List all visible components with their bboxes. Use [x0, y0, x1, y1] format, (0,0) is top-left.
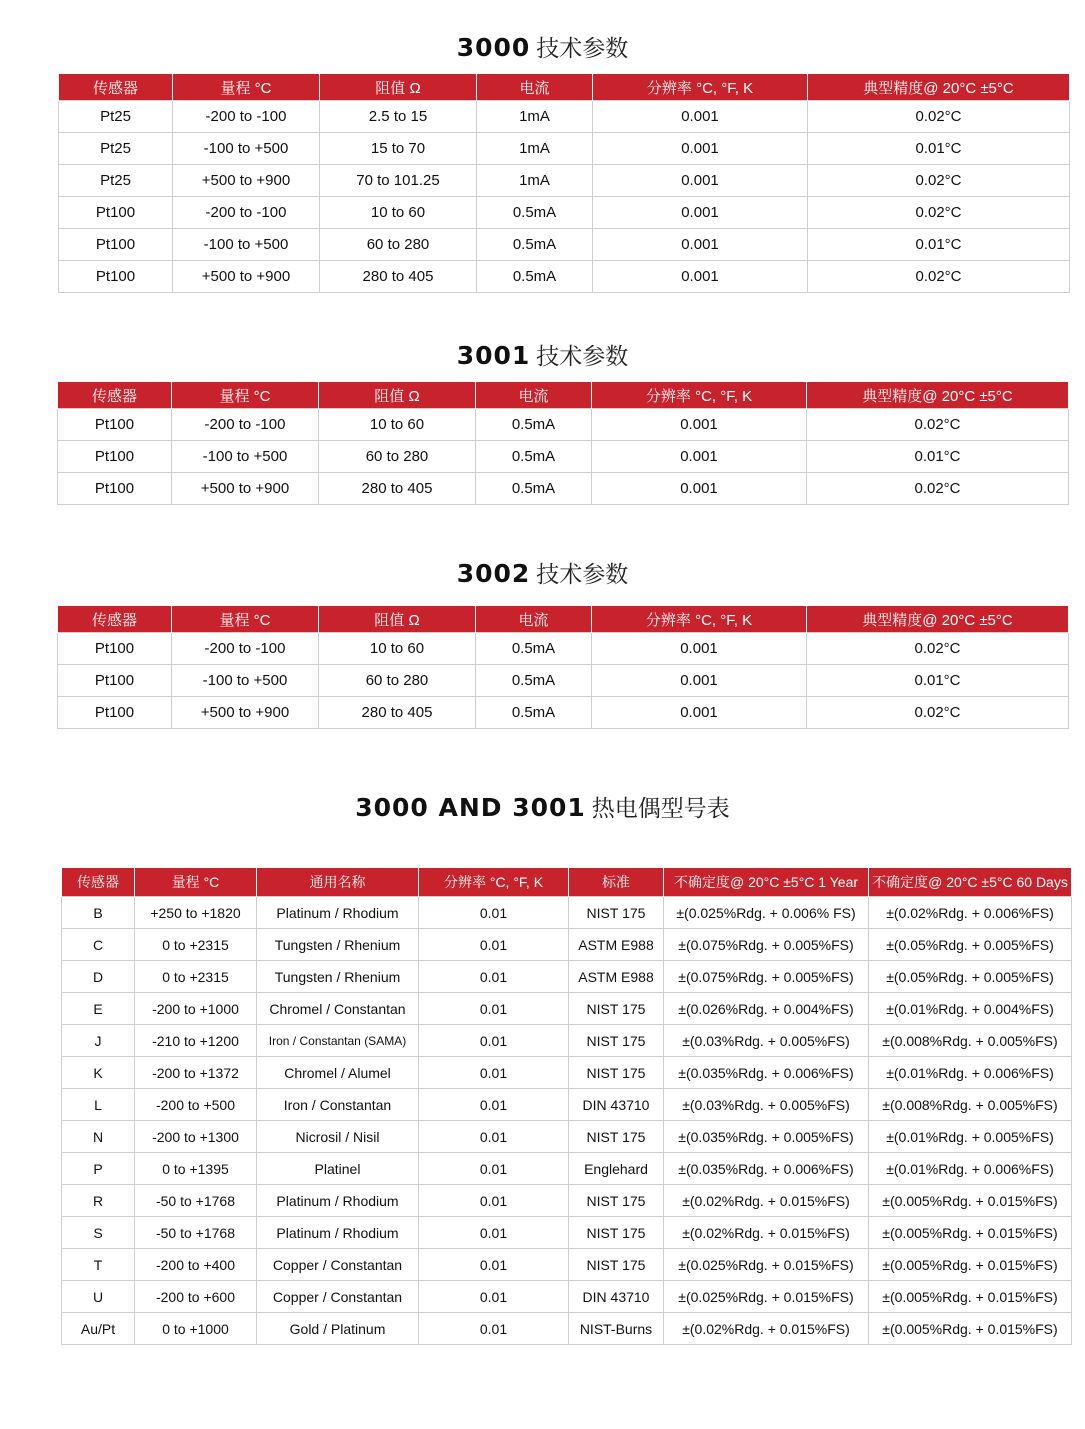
table-cell: 0.001	[592, 633, 807, 665]
table-cell: 0.02°C	[808, 197, 1070, 229]
header-range: 量程 °C	[172, 606, 319, 633]
table-cell: ±(0.02%Rdg. + 0.015%FS)	[664, 1313, 869, 1345]
table-cell: -200 to -100	[173, 101, 320, 133]
table-cell: Pt100	[58, 665, 172, 697]
table-cell: NIST 175	[569, 1025, 664, 1057]
table-cell: Tungsten / Rhenium	[257, 961, 419, 993]
table-cell: ±(0.01%Rdg. + 0.004%FS)	[869, 993, 1072, 1025]
table-cell: 60 to 280	[320, 229, 477, 261]
table-cell: DIN 43710	[569, 1281, 664, 1313]
table-cell: 0.01	[419, 929, 569, 961]
table-cell: ±(0.005%Rdg. + 0.015%FS)	[869, 1185, 1072, 1217]
table-cell: 280 to 405	[319, 697, 476, 729]
table-cell: 0.01	[419, 1281, 569, 1313]
table-cell: 280 to 405	[320, 261, 477, 293]
header-resolution: 分辨率 °C, °F, K	[592, 606, 807, 633]
table-cell: ±(0.05%Rdg. + 0.005%FS)	[869, 929, 1072, 961]
table-cell: ±(0.005%Rdg. + 0.015%FS)	[869, 1217, 1072, 1249]
table-cell: 0.001	[592, 473, 807, 505]
table-cell: 0.01	[419, 1057, 569, 1089]
section-title-3002	[0, 556, 1085, 589]
table-cell: 0.001	[593, 197, 808, 229]
table-cell: Platinum / Rhodium	[257, 897, 419, 929]
table-cell: 0.01	[419, 1313, 569, 1345]
table-cell: NIST 175	[569, 897, 664, 929]
table-cell: J	[62, 1025, 135, 1057]
table-cell: ±(0.025%Rdg. + 0.006% FS)	[664, 897, 869, 929]
table-cell: -210 to +1200	[135, 1025, 257, 1057]
table-cell: -200 to +600	[135, 1281, 257, 1313]
table-row	[62, 1249, 1072, 1281]
table-cell: 60 to 280	[319, 441, 476, 473]
section-title-3000	[0, 30, 1085, 63]
table-cell: 1mA	[477, 101, 593, 133]
table-cell: ±(0.075%Rdg. + 0.005%FS)	[664, 929, 869, 961]
section-title-3001	[0, 338, 1085, 371]
header-uncertainty-60-days: 不确定度@ 20°C ±5°C 60 Days	[869, 868, 1072, 897]
table-row	[59, 165, 1070, 197]
model-number: 3000	[456, 33, 531, 62]
table-cell: 280 to 405	[319, 473, 476, 505]
table-row	[62, 1089, 1072, 1121]
table-cell: K	[62, 1057, 135, 1089]
table-cell: ±(0.035%Rdg. + 0.005%FS)	[664, 1121, 869, 1153]
table-cell: 0.02°C	[808, 101, 1070, 133]
header-sensor: 传感器	[59, 74, 173, 101]
table-row	[58, 665, 1069, 697]
table-cell: ±(0.02%Rdg. + 0.006%FS)	[869, 897, 1072, 929]
table-row	[59, 133, 1070, 165]
table-cell: -100 to +500	[173, 133, 320, 165]
table-row	[59, 197, 1070, 229]
table-cell: 0.5mA	[477, 229, 593, 261]
table-cell: Pt25	[59, 165, 173, 197]
table-cell: -50 to +1768	[135, 1185, 257, 1217]
table-cell: 0.5mA	[477, 261, 593, 293]
table-cell: ±(0.05%Rdg. + 0.005%FS)	[869, 961, 1072, 993]
table-cell: 0.001	[593, 261, 808, 293]
table-cell: Tungsten / Rhenium	[257, 929, 419, 961]
table-cell: Pt100	[58, 441, 172, 473]
table-row	[62, 1313, 1072, 1345]
table-cell: 0.001	[592, 441, 807, 473]
table-cell: -100 to +500	[172, 441, 319, 473]
header-range: 量程 °C	[135, 868, 257, 897]
table-row	[62, 929, 1072, 961]
table-cell: 10 to 60	[319, 409, 476, 441]
thermocouple-table	[61, 868, 1072, 1345]
title-suffix: 技术参数	[536, 36, 629, 62]
table-cell: -200 to -100	[172, 409, 319, 441]
table-row	[59, 261, 1070, 293]
table-cell: ±(0.026%Rdg. + 0.004%FS)	[664, 993, 869, 1025]
table-cell: 1mA	[477, 133, 593, 165]
table-cell: Au/Pt	[62, 1313, 135, 1345]
table-cell: 0.02°C	[807, 473, 1069, 505]
table-cell: U	[62, 1281, 135, 1313]
table-cell: NIST 175	[569, 1249, 664, 1281]
table-cell: 0.01	[419, 961, 569, 993]
header-common-name: 通用名称	[257, 868, 419, 897]
table-cell: 0.01	[419, 1249, 569, 1281]
table-cell: -200 to +400	[135, 1249, 257, 1281]
table-cell: 2.5 to 15	[320, 101, 477, 133]
table-cell: Copper / Constantan	[257, 1249, 419, 1281]
header-resistance: 阻值 Ω	[320, 74, 477, 101]
table-cell: 0.01	[419, 1217, 569, 1249]
model-number: 3002	[456, 559, 531, 588]
table-cell: 0.5mA	[476, 409, 592, 441]
table-cell: -200 to -100	[173, 197, 320, 229]
table-cell: Pt100	[59, 197, 173, 229]
table-cell: 70 to 101.25	[320, 165, 477, 197]
table-row	[62, 961, 1072, 993]
table-cell: 0 to +1000	[135, 1313, 257, 1345]
header-current: 电流	[477, 74, 593, 101]
table-cell: Gold / Platinum	[257, 1313, 419, 1345]
table-cell: ±(0.02%Rdg. + 0.015%FS)	[664, 1217, 869, 1249]
table-cell: 0 to +2315	[135, 929, 257, 961]
header-standard: 标准	[569, 868, 664, 897]
table-cell: ±(0.025%Rdg. + 0.015%FS)	[664, 1249, 869, 1281]
table-cell: -100 to +500	[172, 665, 319, 697]
table-cell: -200 to +1000	[135, 993, 257, 1025]
title-suffix: 热电偶型号表	[591, 796, 730, 822]
table-cell: 0.01	[419, 1089, 569, 1121]
table-cell: Pt25	[59, 101, 173, 133]
table-cell: ±(0.01%Rdg. + 0.006%FS)	[869, 1153, 1072, 1185]
table-cell: B	[62, 897, 135, 929]
table-cell: 0.02°C	[808, 165, 1070, 197]
table-row	[62, 1185, 1072, 1217]
table-cell: ±(0.035%Rdg. + 0.006%FS)	[664, 1153, 869, 1185]
model-number: 3000 AND 3001	[355, 793, 586, 822]
table-cell: ASTM E988	[569, 961, 664, 993]
header-resolution: 分辨率 °C, °F, K	[592, 382, 807, 409]
table-cell: -100 to +500	[173, 229, 320, 261]
table-cell: P	[62, 1153, 135, 1185]
table-cell: +500 to +900	[173, 165, 320, 197]
table-cell: 0.02°C	[807, 409, 1069, 441]
table-cell: 0.01	[419, 1153, 569, 1185]
table-cell: Iron / Constantan	[257, 1089, 419, 1121]
table-cell: 0 to +1395	[135, 1153, 257, 1185]
header-range: 量程 °C	[173, 74, 320, 101]
table-cell: ±(0.008%Rdg. + 0.005%FS)	[869, 1089, 1072, 1121]
header-sensor: 传感器	[58, 606, 172, 633]
table-cell: ±(0.005%Rdg. + 0.015%FS)	[869, 1313, 1072, 1345]
table-cell: NIST-Burns	[569, 1313, 664, 1345]
table-cell: Platinel	[257, 1153, 419, 1185]
header-accuracy: 典型精度@ 20°C ±5°C	[808, 74, 1070, 101]
table-cell: NIST 175	[569, 1057, 664, 1089]
table-cell: ±(0.03%Rdg. + 0.005%FS)	[664, 1025, 869, 1057]
table-row	[62, 1153, 1072, 1185]
table-cell: C	[62, 929, 135, 961]
table-row	[58, 697, 1069, 729]
table-cell: 0.001	[593, 101, 808, 133]
table-cell: Iron / Constantan (SAMA)	[257, 1025, 419, 1057]
table-cell: Pt100	[58, 697, 172, 729]
table-cell: ±(0.025%Rdg. + 0.015%FS)	[664, 1281, 869, 1313]
table-cell: ±(0.02%Rdg. + 0.015%FS)	[664, 1185, 869, 1217]
table-cell: 0.02°C	[807, 697, 1069, 729]
table-row	[58, 441, 1069, 473]
table-cell: Platinum / Rhodium	[257, 1185, 419, 1217]
table-cell: 0.01	[419, 1025, 569, 1057]
table-cell: 10 to 60	[319, 633, 476, 665]
title-suffix: 技术参数	[536, 344, 629, 370]
table-cell: 0.01	[419, 897, 569, 929]
table-cell: Copper / Constantan	[257, 1281, 419, 1313]
table-cell: +500 to +900	[172, 473, 319, 505]
header-accuracy: 典型精度@ 20°C ±5°C	[807, 606, 1069, 633]
table-cell: 15 to 70	[320, 133, 477, 165]
table-cell: 0.5mA	[476, 633, 592, 665]
table-cell: 0.02°C	[808, 261, 1070, 293]
table-cell: Chromel / Constantan	[257, 993, 419, 1025]
header-range: 量程 °C	[172, 382, 319, 409]
table-cell: NIST 175	[569, 1185, 664, 1217]
table-header-row	[58, 606, 1069, 633]
table-row	[58, 473, 1069, 505]
header-current: 电流	[476, 382, 592, 409]
table-cell: DIN 43710	[569, 1089, 664, 1121]
table-row	[62, 993, 1072, 1025]
table-cell: Pt100	[58, 409, 172, 441]
title-suffix: 技术参数	[536, 562, 629, 588]
spec-table-3001	[57, 382, 1069, 505]
table-cell: 0.01°C	[807, 441, 1069, 473]
table-cell: 0.5mA	[476, 473, 592, 505]
table-cell: Nicrosil / Nisil	[257, 1121, 419, 1153]
table-row	[62, 1281, 1072, 1313]
table-row	[58, 409, 1069, 441]
header-sensor: 传感器	[58, 382, 172, 409]
table-cell: ASTM E988	[569, 929, 664, 961]
table-cell: 0.01	[419, 1185, 569, 1217]
table-cell: 0.01°C	[807, 665, 1069, 697]
table-cell: 0.5mA	[476, 441, 592, 473]
table-cell: S	[62, 1217, 135, 1249]
table-cell: 0.001	[593, 133, 808, 165]
table-cell: -200 to -100	[172, 633, 319, 665]
table-header-row	[58, 382, 1069, 409]
header-sensor: 传感器	[62, 868, 135, 897]
table-cell: Pt100	[59, 229, 173, 261]
table-cell: 0.001	[593, 165, 808, 197]
table-cell: NIST 175	[569, 1217, 664, 1249]
table-cell: -200 to +1372	[135, 1057, 257, 1089]
table-cell: Pt100	[58, 473, 172, 505]
table-cell: 0.001	[592, 409, 807, 441]
table-row	[59, 101, 1070, 133]
table-cell: -200 to +500	[135, 1089, 257, 1121]
section-title-thermocouple	[0, 790, 1085, 823]
table-cell: Chromel / Alumel	[257, 1057, 419, 1089]
table-cell: 0.5mA	[476, 665, 592, 697]
table-cell: ±(0.01%Rdg. + 0.006%FS)	[869, 1057, 1072, 1089]
table-cell: D	[62, 961, 135, 993]
table-cell: 0.02°C	[807, 633, 1069, 665]
table-cell: Pt25	[59, 133, 173, 165]
table-cell: ±(0.005%Rdg. + 0.015%FS)	[869, 1281, 1072, 1313]
table-row	[62, 1217, 1072, 1249]
table-cell: ±(0.03%Rdg. + 0.005%FS)	[664, 1089, 869, 1121]
table-row	[59, 229, 1070, 261]
table-cell: -50 to +1768	[135, 1217, 257, 1249]
table-cell: L	[62, 1089, 135, 1121]
table-row	[58, 633, 1069, 665]
table-cell: NIST 175	[569, 1121, 664, 1153]
header-accuracy: 典型精度@ 20°C ±5°C	[807, 382, 1069, 409]
table-cell: NIST 175	[569, 993, 664, 1025]
table-cell: ±(0.005%Rdg. + 0.015%FS)	[869, 1249, 1072, 1281]
spec-table-3002	[57, 606, 1069, 729]
table-cell: Pt100	[59, 261, 173, 293]
table-cell: 0.5mA	[476, 697, 592, 729]
header-uncertainty-1-year: 不确定度@ 20°C ±5°C 1 Year	[664, 868, 869, 897]
table-cell: Pt100	[58, 633, 172, 665]
table-cell: Platinum / Rhodium	[257, 1217, 419, 1249]
table-cell: 0.001	[592, 665, 807, 697]
table-cell: ±(0.075%Rdg. + 0.005%FS)	[664, 961, 869, 993]
table-row	[62, 897, 1072, 929]
table-row	[62, 1057, 1072, 1089]
table-cell: 0.01	[419, 1121, 569, 1153]
table-cell: +500 to +900	[173, 261, 320, 293]
header-current: 电流	[476, 606, 592, 633]
table-cell: ±(0.01%Rdg. + 0.005%FS)	[869, 1121, 1072, 1153]
table-cell: R	[62, 1185, 135, 1217]
table-cell: N	[62, 1121, 135, 1153]
model-number: 3001	[456, 341, 531, 370]
table-cell: ±(0.035%Rdg. + 0.006%FS)	[664, 1057, 869, 1089]
table-cell: T	[62, 1249, 135, 1281]
table-cell: 0 to +2315	[135, 961, 257, 993]
table-cell: +500 to +900	[172, 697, 319, 729]
table-cell: 0.5mA	[477, 197, 593, 229]
table-cell: 0.001	[593, 229, 808, 261]
table-cell: +250 to +1820	[135, 897, 257, 929]
header-resistance: 阻值 Ω	[319, 606, 476, 633]
table-row	[62, 1025, 1072, 1057]
spec-table-3000	[58, 74, 1070, 293]
table-cell: 0.001	[592, 697, 807, 729]
table-cell: E	[62, 993, 135, 1025]
table-row	[62, 1121, 1072, 1153]
header-resolution: 分辨率 °C, °F, K	[419, 868, 569, 897]
table-header-row	[59, 74, 1070, 101]
table-cell: 0.01°C	[808, 229, 1070, 261]
table-cell: ±(0.008%Rdg. + 0.005%FS)	[869, 1025, 1072, 1057]
table-cell: 60 to 280	[319, 665, 476, 697]
header-resistance: 阻值 Ω	[319, 382, 476, 409]
header-resolution: 分辨率 °C, °F, K	[593, 74, 808, 101]
table-cell: Englehard	[569, 1153, 664, 1185]
table-cell: 0.01	[419, 993, 569, 1025]
table-cell: 10 to 60	[320, 197, 477, 229]
table-cell: -200 to +1300	[135, 1121, 257, 1153]
table-header-row	[62, 868, 1072, 897]
table-cell: 0.01°C	[808, 133, 1070, 165]
table-cell: 1mA	[477, 165, 593, 197]
